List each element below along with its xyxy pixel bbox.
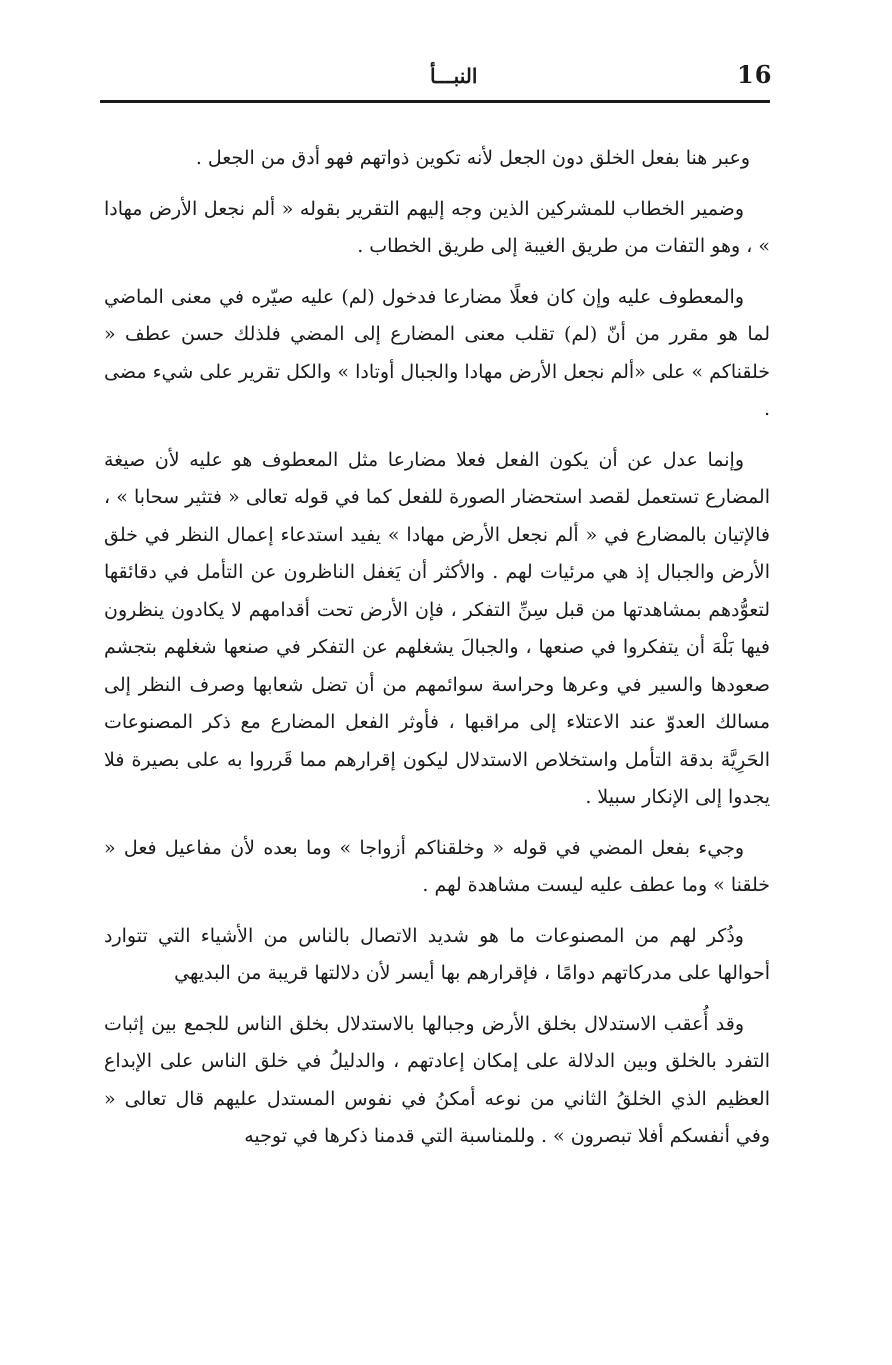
paragraph: وقد أُعقب الاستدلال بخلق الأرض وجبالها بالاستدلال بخلق الناس للجمع بين إثبات التفرد بالخلق وبين الدلالة على إمكان إعادتهم ، والدليلُ في خلق الناس على الإبداع العظيم الذي الخلقُ الثاني من نوعه أمكنُ في نفوس المستدل عليهم قال تعالى « وفي أنفسكم أفلا تبصرون » . وللمناسبة التي قدمنا ذكرها في توجيه — [104, 1012, 770, 1147]
paragraph: وإنما عدل عن أن يكون الفعل فعلا مضارعا مثل المعطوف هو عليه لأن صيغة المضارع تستعمل لقصد استحضار الصورة للفعل كما في قوله تعالى « فتثير سحابا » ، فالإتيان بالمضارع في « ألم نجعل الأرض مهادا » يفيد استدعاء إعمال النظر في خلق الأرض والجبال إذ هي مرئيات لهم . والأكثر أن يَغفل الناظرون عن التأمل في دقائقها لتعوُّدهم بمشاهدتها من قبل سِنِّ التفكر ، فإن الأرض تحت أقدامهم لا يكادون ينظرون فيها بَلْهَ أن يتفكروا في صنعها ، والجبالَ يشغلهم عن التفكر في صنعها شغلهم بتجشم صعودها والسير في وعرها وحراسة سوائمهم من أن تضل شعابها وصرف النظر إلى مسالك العدوّ عند الاعتلاء إلى مراقبها ، فأوثر الفعل المضارع مع ذكر المصنوعات الحَرِيَّة بدقة التأمل واستخلاص الاستدلال ليكون إقرارهم مما قَرروا به على بصيرة فلا يجدوا إلى الإنكار سبيلا . — [104, 448, 770, 808]
paragraph: وذُكر لهم من المصنوعات ما هو شديد الاتصال بالناس من الأشياء التي تتوارد أحوالها على مدركاتهم دوامًا ، فإقرارهم بها أيسر لأن دلالتها قريبة من البديهي — [104, 924, 770, 984]
running-title: النبـــأ — [430, 64, 478, 88]
page-number: 16 — [737, 60, 773, 89]
paragraph: وضمير الخطاب للمشركين الذين وجه إليهم التقرير بقوله « ألم نجعل الأرض مهادا » ، وهو التفات من طريق الغيبة إلى طريق الخطاب . — [104, 197, 770, 257]
paragraph: والمعطوف عليه وإن كان فعلًا مضارعا فدخول (لم) عليه صيّره في معنى الماضي لما هو مقرر من أنّ (لم) تقلب معنى المضارع إلى المضي فلذلك حسن عطف « خلقناكم » على «ألم نجعل الأرض مهادا والجبال أوتادا » والكل تقرير على شيء مضى . — [104, 285, 770, 420]
paragraph: وعبر هنا بفعل الخلق دون الجعل لأنه تكوين ذواتهم فهو أدق من الجعل . — [195, 147, 750, 169]
body-text — [104, 140, 770, 1169]
page-header — [100, 58, 773, 98]
paragraph: وجيء بفعل المضي في قوله « وخلقناكم أزواجا » وما بعده لأن مفاعيل فعل « خلقنا » وما عطف عليه ليست مشاهدة لهم . — [104, 836, 770, 896]
header-rule — [100, 100, 770, 103]
